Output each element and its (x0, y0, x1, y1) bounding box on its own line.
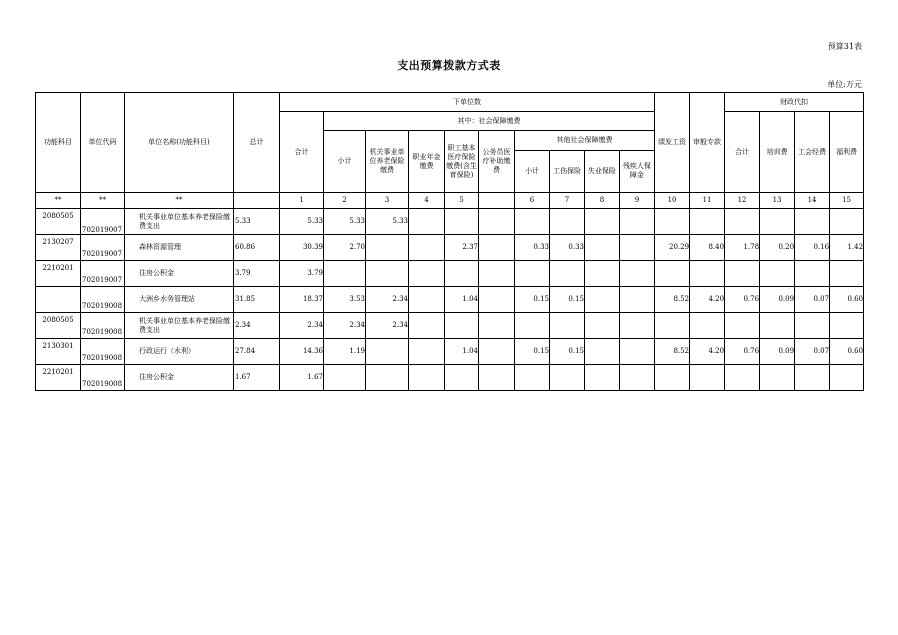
value-cell (725, 313, 760, 339)
value-cell: 2.34 (280, 313, 324, 339)
value-cell (366, 339, 409, 365)
value-cell: 0.15 (515, 339, 550, 365)
func-subject-cell: 2080505 (36, 313, 81, 339)
index-cell: 14 (795, 193, 830, 209)
value-cell (515, 365, 550, 391)
index-cell: 4 (409, 193, 445, 209)
value-cell (655, 313, 690, 339)
value-cell: 0.15 (515, 287, 550, 313)
value-cell: 20.29 (655, 235, 690, 261)
unit-code-cell: 702019008 (81, 313, 125, 339)
table-row (36, 209, 864, 235)
table-row (36, 287, 864, 313)
value-cell: 8.40 (690, 235, 725, 261)
value-cell (795, 365, 830, 391)
value-cell (830, 261, 864, 287)
value-cell (366, 235, 409, 261)
value-cell (479, 287, 515, 313)
func-subject-cell: 2130301 (36, 339, 81, 365)
value-cell: 0.15 (550, 287, 585, 313)
value-cell (655, 261, 690, 287)
value-cell (795, 261, 830, 287)
value-cell: 1.19 (324, 339, 366, 365)
value-cell: 14.36 (280, 339, 324, 365)
index-cell: 10 (655, 193, 690, 209)
col-occupational-annuity: 职业年金缴费 (409, 131, 445, 193)
col-fiscal-subtotal: 合计 (725, 112, 760, 193)
unit-label: 单位:万元 (827, 80, 862, 89)
unit-name-cell: 机关事业单位基本养老保险缴费支出 (125, 209, 234, 235)
col-medical: 职工基本医疗保险缴费(含生育保险) (445, 131, 479, 193)
value-cell (585, 287, 620, 313)
index-cell: 5 (445, 193, 479, 209)
value-cell: 5.33 (324, 209, 366, 235)
value-cell: 0.16 (795, 235, 830, 261)
index-cell: ** (125, 193, 234, 209)
func-subject-cell: 2210201 (36, 365, 81, 391)
value-cell: 5.33 (366, 209, 409, 235)
value-cell (409, 261, 445, 287)
value-cell (550, 313, 585, 339)
value-cell (479, 313, 515, 339)
value-cell (515, 261, 550, 287)
unit-name-cell: 住房公积金 (125, 365, 234, 391)
col-unit-name: 单位名称(功能科目) (125, 93, 234, 193)
index-cell: ** (36, 193, 81, 209)
value-cell (445, 261, 479, 287)
value-cell (409, 287, 445, 313)
value-cell (479, 261, 515, 287)
value-cell (445, 365, 479, 391)
total-cell: 2.34 (234, 313, 280, 339)
table-row (36, 235, 864, 261)
value-cell (515, 313, 550, 339)
table-row (36, 365, 864, 391)
value-cell: 8.52 (655, 339, 690, 365)
unit-code-cell: 702019008 (81, 339, 125, 365)
value-cell: 3.79 (280, 261, 324, 287)
col-social-security: 其中：社会保障缴费 (324, 112, 655, 131)
value-cell: 18.37 (280, 287, 324, 313)
value-cell (585, 365, 620, 391)
col-union-fee: 工会经费 (795, 112, 830, 193)
value-cell (760, 365, 795, 391)
value-cell (409, 209, 445, 235)
func-subject-cell: 2080505 (36, 209, 81, 235)
other-ss-group (515, 131, 655, 193)
table-row (36, 261, 864, 287)
value-cell (550, 365, 585, 391)
value-cell (324, 261, 366, 287)
value-cell: 1.67 (280, 365, 324, 391)
value-cell: 0.07 (795, 339, 830, 365)
value-cell: 3.53 (324, 287, 366, 313)
value-cell (620, 287, 655, 313)
col-training: 培训费 (760, 112, 795, 193)
index-cell: 9 (620, 193, 655, 209)
index-cell: 2 (324, 193, 366, 209)
value-cell (760, 313, 795, 339)
budget-table (35, 92, 864, 391)
value-cell (585, 235, 620, 261)
value-cell (550, 261, 585, 287)
value-cell: 0.07 (795, 287, 830, 313)
value-cell (585, 339, 620, 365)
total-cell: 3.79 (234, 261, 280, 287)
value-cell (324, 365, 366, 391)
value-cell (725, 365, 760, 391)
unit-name-cell: 行政运行（水利） (125, 339, 234, 365)
index-cell: 8 (585, 193, 620, 209)
value-cell: 0.60 (830, 339, 864, 365)
value-cell (366, 365, 409, 391)
col-total: 总计 (234, 93, 280, 193)
value-cell (655, 209, 690, 235)
value-cell (830, 209, 864, 235)
value-cell: 0.76 (725, 339, 760, 365)
value-cell (585, 209, 620, 235)
value-cell (690, 261, 725, 287)
func-subject-cell: 2130207 (36, 235, 81, 261)
unit-code-cell: 702019008 (81, 365, 125, 391)
value-cell (409, 339, 445, 365)
col-ss-subtotal: 小计 (324, 131, 366, 193)
value-cell (795, 209, 830, 235)
value-cell (585, 261, 620, 287)
value-cell: 2.34 (324, 313, 366, 339)
value-cell (620, 261, 655, 287)
value-cell (445, 313, 479, 339)
unit-name-cell: 森林资源管理 (125, 235, 234, 261)
total-cell: 27.84 (234, 339, 280, 365)
col-other-ss: 其他社会保障缴费 (515, 131, 654, 150)
value-cell: 2.37 (445, 235, 479, 261)
unit-code-cell: 702019008 (81, 287, 125, 313)
col-fiscal-withholding: 财政代扣 (725, 93, 864, 112)
value-cell (830, 365, 864, 391)
value-cell: 1.42 (830, 235, 864, 261)
value-cell: 8.52 (655, 287, 690, 313)
unit-name-cell: 机关事业单位基本养老保险缴费支出 (125, 313, 234, 339)
unit-code-cell: 702019007 (81, 261, 125, 287)
value-cell (795, 313, 830, 339)
value-cell: 2.70 (324, 235, 366, 261)
value-cell (760, 209, 795, 235)
col-other-subtotal: 小计 (515, 150, 550, 192)
total-cell: 5.33 (234, 209, 280, 235)
value-cell: 30.39 (280, 235, 324, 261)
col-unemployment: 失业保险 (585, 150, 620, 192)
func-subject-cell: 2210201 (36, 261, 81, 287)
value-cell (725, 209, 760, 235)
value-cell (620, 313, 655, 339)
value-cell (830, 313, 864, 339)
value-cell: 1.78 (725, 235, 760, 261)
value-cell (515, 209, 550, 235)
value-cell: 0.33 (550, 235, 585, 261)
unit-name-cell: 大洲乡水务管理站 (125, 287, 234, 313)
value-cell: 1.04 (445, 287, 479, 313)
value-cell (620, 209, 655, 235)
value-cell (725, 261, 760, 287)
value-cell: 4.20 (690, 287, 725, 313)
value-cell: 0.09 (760, 287, 795, 313)
unit-code-cell: 702019007 (81, 209, 125, 235)
value-cell (409, 365, 445, 391)
value-cell: 1.04 (445, 339, 479, 365)
value-cell: 0.20 (760, 235, 795, 261)
col-disability-fund: 残疾人保障金 (622, 162, 651, 180)
total-cell: 60.86 (234, 235, 280, 261)
col-civil-servant-medical: 公务员医疗补助缴费 (479, 131, 515, 193)
col-welfare: 福利费 (830, 112, 864, 193)
value-cell: 0.76 (725, 287, 760, 313)
value-cell: 2.34 (366, 287, 409, 313)
col-func-subject: 功能科目 (36, 93, 81, 193)
col-audit-fund: 审般专款 (690, 93, 725, 193)
value-cell (409, 313, 445, 339)
value-cell: 5.33 (280, 209, 324, 235)
col-performance-wage: 绩发工资 (655, 93, 690, 193)
index-cell (234, 193, 280, 209)
index-cell: 12 (725, 193, 760, 209)
index-cell (479, 193, 515, 209)
col-gov-pension: 机关事业单位养老保险缴费 (366, 131, 409, 193)
value-cell (479, 235, 515, 261)
index-cell: 6 (515, 193, 550, 209)
unit-name-cell: 住房公积金 (125, 261, 234, 287)
table-row (36, 339, 864, 365)
value-cell (479, 209, 515, 235)
value-cell (690, 313, 725, 339)
col-unit-code: 单位代码 (81, 93, 125, 193)
value-cell (690, 365, 725, 391)
total-cell: 31.85 (234, 287, 280, 313)
index-cell: 1 (280, 193, 324, 209)
value-cell: 4.20 (690, 339, 725, 365)
value-cell (690, 209, 725, 235)
value-cell: 0.15 (550, 339, 585, 365)
col-injury-insurance: 工伤保险 (550, 150, 585, 192)
value-cell (479, 339, 515, 365)
value-cell: 2.34 (366, 313, 409, 339)
value-cell (445, 209, 479, 235)
value-cell: 0.33 (515, 235, 550, 261)
value-cell: 0.09 (760, 339, 795, 365)
index-cell: 11 (690, 193, 725, 209)
total-cell: 1.67 (234, 365, 280, 391)
value-cell (620, 339, 655, 365)
col-lower-unit-count: 下单位数 (280, 93, 655, 112)
value-cell (655, 365, 690, 391)
index-cell: 3 (366, 193, 409, 209)
value-cell (620, 365, 655, 391)
page-title: 支出预算拨款方式表 (397, 59, 501, 72)
index-cell: 7 (550, 193, 585, 209)
value-cell (550, 209, 585, 235)
table-number-label: 预算31表 (827, 42, 862, 51)
table-body (36, 209, 864, 391)
index-cell: ** (81, 193, 125, 209)
index-cell: 15 (830, 193, 864, 209)
value-cell (479, 365, 515, 391)
value-cell (585, 313, 620, 339)
value-cell (409, 235, 445, 261)
value-cell (760, 261, 795, 287)
value-cell (620, 235, 655, 261)
value-cell (366, 261, 409, 287)
table-row (36, 313, 864, 339)
index-cell: 13 (760, 193, 795, 209)
col-subtotal: 合计 (280, 112, 324, 193)
value-cell: 0.60 (830, 287, 864, 313)
unit-code-cell: 702019007 (81, 235, 125, 261)
func-subject-cell (36, 287, 81, 313)
